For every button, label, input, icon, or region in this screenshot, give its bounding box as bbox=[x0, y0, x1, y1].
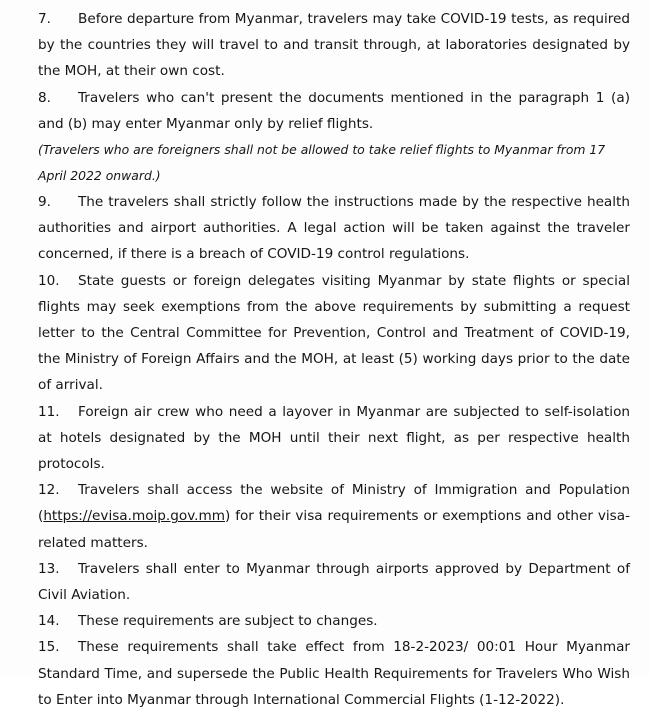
paragraph-number: 7. bbox=[38, 11, 51, 27]
paragraph-number: 13. bbox=[38, 560, 60, 577]
paragraph-text: These requirements shall take effect from 18-2-2023/ 00:01 Hour Myanmar Standard Time, and supersede the Public Health Requirements for Travelers Who Wish to Enter into Myanmar through International Commercial Flights (1-12-2022). bbox=[38, 639, 630, 708]
document-body bbox=[38, 6, 630, 713]
paragraph-9 bbox=[38, 189, 630, 268]
paragraph-10 bbox=[38, 268, 630, 399]
paragraph-text: Travelers who can't present the documents mentioned in the paragraph 1 (a) and (b) may enter Myanmar only by relief flights. bbox=[38, 89, 630, 132]
paragraph-number: 11. bbox=[38, 403, 60, 420]
paragraph-number: 9. bbox=[38, 194, 51, 211]
paragraph-15 bbox=[38, 634, 630, 713]
paragraph-text: State guests or foreign delegates visiting Myanmar by state flights or special flights may seek exemptions from the above requirements by submitting a request letter to the Central Committee for Prevention, Control and Treatment of COVID-19, the Ministry of Foreign Affairs and the MOH, at least (5) working days prior to the date of arrival. bbox=[38, 272, 630, 394]
paragraph-number: 15. bbox=[38, 639, 60, 656]
paragraph-11 bbox=[38, 399, 630, 478]
paragraph-12 bbox=[38, 477, 630, 556]
paragraph-text: Before departure from Myanmar, travelers may take COVID-19 tests, as required by the countries they will travel to and transit through, at laboratories designated by the MOH, at their own cost. bbox=[38, 11, 630, 80]
paragraph-number: 12. bbox=[38, 482, 60, 499]
paragraph-text-before-link: Travelers shall access the website of Ministry of Immigration and Population ( bbox=[38, 482, 630, 525]
evisa-website-link[interactable]: https://evisa.moip.gov.mm bbox=[43, 508, 225, 525]
paragraph-text: Foreign air crew who need a layover in Myanmar are subjected to self-isolation at hotels designated by the MOH until their next flight, as per respective health protocols. bbox=[38, 403, 630, 473]
paragraph-8 bbox=[38, 85, 630, 137]
paragraph-text-after-link: ) for their visa requirements or exemptions and other visa-related matters. bbox=[38, 508, 630, 551]
paragraph-text: These requirements are subject to changes. bbox=[78, 613, 378, 630]
paragraph-13 bbox=[38, 556, 630, 608]
paragraph-number: 8. bbox=[38, 89, 51, 106]
paragraph-text: The travelers shall strictly follow the instructions made by the respective health authorities and airport authorities. A legal action will be taken against the traveler concerned, if there is a breach of COVID-19 control regulations. bbox=[38, 194, 630, 263]
paragraph-14 bbox=[38, 608, 630, 634]
paragraph-text: Travelers shall enter to Myanmar through airports approved by Department of Civil Aviation. bbox=[38, 560, 630, 604]
paragraph-number: 14. bbox=[38, 613, 60, 630]
paragraph-number: 10. bbox=[38, 272, 60, 289]
paragraph-8-note: (Travelers who are foreigners shall not be allowed to take relief flights to Myanmar from 17 April 2022 onward.) bbox=[38, 142, 606, 184]
paragraph-7 bbox=[38, 6, 630, 85]
